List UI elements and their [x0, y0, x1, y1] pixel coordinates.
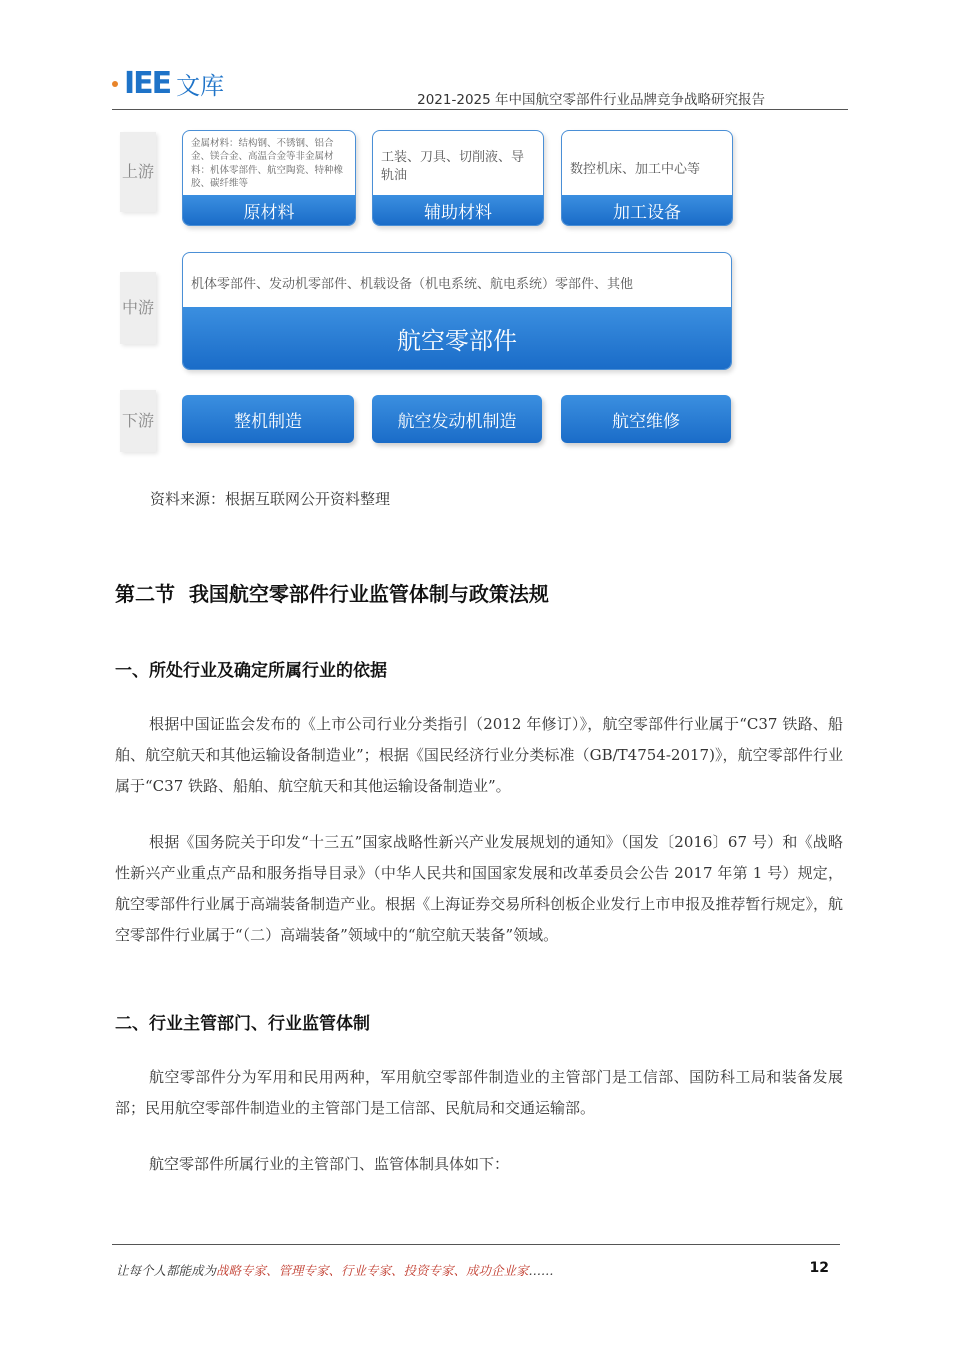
downstream-item-maintenance: 航空维修: [561, 395, 731, 443]
page-number: 12: [809, 1260, 829, 1276]
logo-text: 文库: [176, 72, 225, 100]
source-note: 资料来源：根据互联网公开资料整理: [150, 490, 391, 508]
card-label: 原材料: [183, 195, 355, 225]
subsection-title-1: 一、所处行业及确定所属行业的依据: [115, 661, 387, 681]
card-description: 金属材料：结构钢、不锈钢、铝合金、镁合金、高温合金等非金属材料：机体零部件、航空陶瓷、特种橡胶、碳纤维等: [191, 138, 344, 189]
midstream-card-aviation-parts: [182, 252, 732, 370]
card-description: 工装、刀具、切削液、导轨油: [381, 150, 525, 183]
upstream-card-raw-materials: [182, 130, 356, 226]
footer-highlight: 战略专家、管理专家、行业专家、投资专家、成功企业家: [216, 1263, 529, 1278]
downstream-item-engine-manufacturing: 航空发动机制造: [372, 395, 542, 443]
report-title: 2021-2025 年中国航空零部件行业品牌竞争战略研究报告: [417, 92, 765, 108]
paragraph-4: 航空零部件所属行业的主管部门、监管体制具体如下：: [149, 1155, 510, 1173]
card-label: 航空零部件: [183, 307, 731, 369]
stage-label-midstream: 中游: [120, 272, 156, 344]
paragraph-1: 根据中国证监会发布的《上市公司行业分类指引（2012 年修订）》，航空零部件行业属于“C37 铁路、船舶、航空航天和其他运输设备制造业”；根据《国民经济行业分类标准（GB/T4754-2017)》，航空零部件行业属于“C37 铁路、船舶、航空航天和其他运输设备制造业”。: [115, 715, 843, 795]
paragraph-3: 航空零部件分为军用和民用两种，军用航空零部件制造业的主管部门是工信部、国防科工局和装备发展部；民用航空零部件制造业的主管部门是工信部、民航局和交通运输部。: [115, 1068, 843, 1117]
card-label: 辅助材料: [373, 195, 543, 225]
card-description: 机体零部件、发动机零部件、机载设备（机电系统、航电系统）零部件、其他: [191, 277, 634, 292]
upstream-card-processing-equipment: [561, 130, 733, 226]
stage-label-upstream: 上游: [120, 132, 156, 212]
section-title: 第二节 我国航空零部件行业监管体制与政策法规: [115, 582, 549, 606]
downstream-item-whole-machine: 整机制造: [182, 395, 354, 443]
logo-mark: IEE: [124, 66, 171, 101]
card-description: 数控机床、加工中心等: [570, 162, 701, 177]
header-logo: [112, 66, 224, 101]
footer-divider: [112, 1244, 840, 1245]
footer-slogan: 让每个人都能成为战略专家、管理专家、行业专家、投资专家、成功企业家……: [116, 1263, 554, 1278]
paragraph-2: 根据《国务院关于印发“十三五”国家战略性新兴产业发展规划的通知》（国发〔2016〕67 号）和《战略性新兴产业重点产品和服务指导目录》（中华人民共和国国家发展和改革委员会公告 2017 年第 1 号）规定，航空零部件行业属于高端装备制造产业。根据《上海证券交易所科创板企业发行上市申报及推荐暂行规定》，航空零部件行业属于“（二）高端装备”领域中的“航空航天装备”领域。: [115, 833, 843, 944]
upstream-card-auxiliary-materials: [372, 130, 544, 226]
logo-dot-icon: [112, 81, 118, 87]
header-divider: [112, 109, 848, 110]
card-label: 加工设备: [562, 195, 732, 225]
subsection-title-2: 二、行业主管部门、行业监管体制: [115, 1014, 370, 1034]
stage-label-downstream: 下游: [120, 390, 156, 452]
